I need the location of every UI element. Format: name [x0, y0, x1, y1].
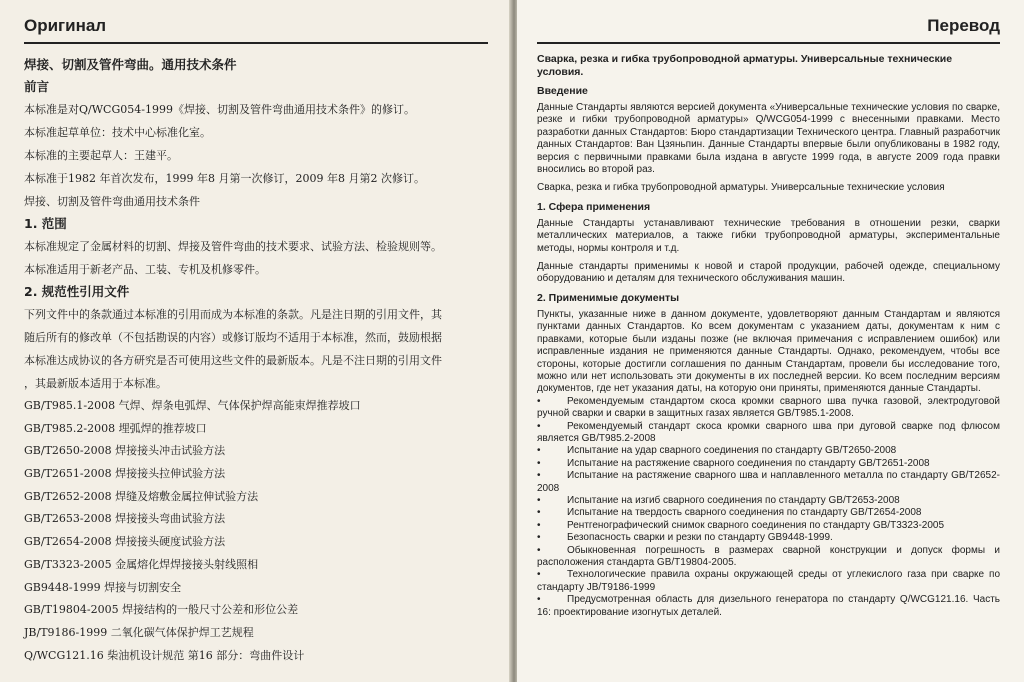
- translation-paragraph: Пункты, указанные ниже в данном документе, удовлетворяют данным Стандартам и являются пунктами данных Стандартов. Ко всем документам с указанием даты, документам к ним с правками, которые были изданы позже (не включая примечания с исправлением ошибок) или исправленные издания не применяются данные Стандарты. Однако, рекомендуем, чтобы все стороны, которые достигли соглашения по данным Стандартам, провели бы исследование того, можно или нет использовать эти документы в их последней версии. Ко всем последним версиям документов, где нет указания даты, на которую они приняты, применяются данные Стандарты.: [537, 308, 1000, 395]
- original-paragraph: 本标准适用于新老产品、工装、专机及机修零件。: [24, 263, 266, 276]
- standard-item: GB/T2654-2008 焊接接头硬度试验方法: [24, 535, 226, 549]
- translation-bullet-item: [537, 532, 1000, 544]
- translation-intro-heading: Введение: [537, 85, 588, 97]
- translation-bullet-item: [537, 594, 1000, 619]
- translation-bullet-text: Испытание на твердость сварного соединения по стандарту GB/T2654-2008: [567, 507, 922, 519]
- original-preface-heading: 前言: [24, 79, 50, 94]
- bullet-icon: •: [537, 470, 541, 482]
- original-paragraph: 本标准规定了金属材料的切割、焊接及管件弯曲的技术要求、试验方法、检验规则等。: [24, 240, 442, 253]
- translation-bullet-list-indented: [537, 396, 1000, 446]
- original-paragraph: 本标准于1982 年首次发布，1999 年8 月第一次修订，2009 年8 月第2 次修订。: [24, 172, 425, 185]
- standard-item: Q/WCG121.16 柴油机设计规范 第16 部分：弯曲件设计: [24, 648, 305, 662]
- translation-bullet-list: [537, 445, 1000, 619]
- original-paragraph: 焊接、切割及管件弯曲通用技术条件: [24, 195, 200, 208]
- translation-bullet-text: Испытание на изгиб сварного соединения по стандарту GB/T2653-2008: [567, 494, 900, 506]
- translation-bullet-item: [537, 495, 1000, 507]
- translation-bullet-text: Предусмотренная область для дизельного генератора по стандарту Q/WCG121.16. Часть 16: проектирование изогнутых деталей.: [537, 594, 1000, 618]
- original-paragraph: 本标准起草单位：技术中心标准化室。: [24, 126, 211, 139]
- translation-bullet-item: [537, 458, 1000, 470]
- bullet-icon: •: [537, 544, 541, 556]
- translation-bullet-text: Технологические правила охраны окружающей среды от углекислого газа при сварке по стандарту JB/T9186-1999: [537, 569, 1000, 593]
- original-paragraph: 本标准的主要起草人：王建平。: [24, 149, 178, 162]
- translation-title: Сварка, резка и гибка трубопроводной арматуры. Универсальные технические условия.: [537, 53, 953, 78]
- original-paragraph: ，其最新版本适用于本标准。: [24, 377, 167, 390]
- original-section1-heading: 1. 范围: [24, 216, 67, 231]
- translation-header-label: Перевод: [927, 16, 1000, 35]
- bullet-icon: •: [537, 594, 541, 606]
- translation-bullet-text: Безопасность сварки и резки по стандарту GB9448-1999.: [567, 532, 833, 544]
- translation-header: [537, 0, 1000, 44]
- original-header: [24, 0, 488, 44]
- bullet-icon: •: [537, 507, 541, 519]
- bullet-icon: •: [537, 569, 541, 581]
- standard-item: GB/T2652-2008 焊缝及熔敷金属拉伸试验方法: [24, 489, 259, 503]
- translation-bullet-text: Обыкновенная погрешность в размерах сварной конструкции и допуск формы и расположения стандарта GB/T19804-2005.: [537, 544, 1000, 568]
- standard-item: GB/T2651-2008 焊接接头拉伸试验方法: [24, 467, 226, 481]
- translation-bullet-item: [537, 421, 1000, 446]
- translation-bullet-text: Испытание на растяжение сварного соединения по стандарту GB/T2651-2008: [567, 457, 930, 469]
- translation-bullet-text: Рентгенографический снимок сварного соединения по стандарту GB/T3323-2005: [567, 519, 945, 531]
- standard-item: GB/T2650-2008 焊接接头冲击试验方法: [24, 444, 226, 458]
- translation-bullet-item: [537, 569, 1000, 594]
- translation-subtitle: Сварка, резка и гибка трубопроводной арматуры. Универсальные технические условия: [537, 182, 945, 194]
- translation-bullet-item: [537, 396, 1000, 421]
- bullet-icon: •: [537, 395, 541, 407]
- translation-bullet-text: Рекомендуемый стандарт скоса кромки сварного шва при дуговой сварке под флюсом является GB/T985.2-2008: [537, 420, 1000, 444]
- translation-bullet-item: [537, 470, 1000, 495]
- original-header-label: Оригинал: [24, 16, 107, 35]
- translation-intro: Данные Стандарты являются версией документа «Универсальные технические условия по сварке, резке и гибки трубопроводной арматуры» Q/WCG054-1999 с внесенными правками. Место разработки данных Стандартов: Бюро стандартизации Технического центра. Главный разработчик данных Стандартов: Ван Цзяньпин. Данные Стандарты впервые были опубликованы в 1982 году, версия с первичными правками была издана в августе 1999 года, в августе 2009 года правки вносились во второй раз.: [537, 102, 1000, 176]
- original-section2-heading: 2. 规范性引用文件: [24, 284, 130, 299]
- bullet-icon: •: [537, 445, 541, 457]
- standard-item: GB/T985.2-2008 埋弧焊的推荐坡口: [24, 421, 207, 435]
- standard-item: GB/T19804-2005 焊接结构的一般尺寸公差和形位公差: [24, 603, 299, 617]
- bullet-icon: •: [537, 532, 541, 544]
- translation-bullet-item: [537, 545, 1000, 570]
- translation-bullet-item: [537, 520, 1000, 532]
- translation-paragraph: Данные Стандарты устанавливают технические требования в отношении резки, сварки металлических материалов, а также гибки трубопроводной арматуры, экспериментальные методы, нормы контроля и т.д.: [537, 217, 1000, 254]
- standard-item: GB/T2653-2008 焊接接头弯曲试验方法: [24, 512, 226, 526]
- translation-bullet-item: [537, 445, 1000, 457]
- standard-item: GB9448-1999 焊接与切割安全: [24, 580, 182, 594]
- translation-page: [517, 0, 1024, 682]
- translation-bullet-text: Испытание на растяжение сварного шва и наплавленного металла по стандарту GB/T2652-2008: [537, 470, 1000, 494]
- standard-item: JB/T9186-1999 二氧化碳气体保护焊工艺规程: [24, 625, 254, 639]
- standard-item: GB/T985.1-2008 气焊、焊条电弧焊、气体保护焊高能束焊推荐坡口: [24, 399, 361, 412]
- bullet-icon: •: [537, 519, 541, 531]
- bullet-icon: •: [537, 494, 541, 506]
- original-paragraph: 本标准是对Q/WCG054-1999《焊接、切割及管件弯曲通用技术条件》的修订。: [24, 103, 415, 116]
- original-paragraph: 随后所有的修改单（不包括勘误的内容）或修订版均不适用于本标准，然而，鼓励根据: [24, 331, 442, 344]
- original-title: 焊接、切割及管件弯曲。通用技术条件: [24, 57, 237, 72]
- translation-bullet-text: Испытание на удар сварного соединения по стандарту GB/T2650-2008: [567, 445, 897, 457]
- translation-section1-heading: 1. Сфера применения: [537, 200, 651, 213]
- original-paragraph: 下列文件中的条款通过本标准的引用而成为本标准的条款。凡是注日期的引用文件，其: [24, 308, 442, 321]
- standard-item: GB/T3323-2005 金属熔化焊焊接接头射线照相: [24, 557, 259, 571]
- translation-bullet-item: [537, 507, 1000, 519]
- translation-section2-heading: 2. Применимые документы: [537, 291, 680, 304]
- bullet-icon: •: [537, 420, 541, 432]
- translation-paragraph: Данные стандарты применимы к новой и старой продукции, рабочей одежде, специальному оборудованию и деталям для технического обслуживания машин.: [537, 261, 1000, 285]
- bullet-icon: •: [537, 457, 541, 469]
- original-paragraph: 本标准达成协议的各方研究是否可使用这些文件的最新版本。凡是不注日期的引用文件: [24, 354, 442, 367]
- translation-bullet-text: Рекомендуемым стандартом скоса кромки сварного шва пучка газовой, электродуговой ручной сварки и сварки в защитных газах является GB/T985.1-2008.: [537, 395, 1000, 420]
